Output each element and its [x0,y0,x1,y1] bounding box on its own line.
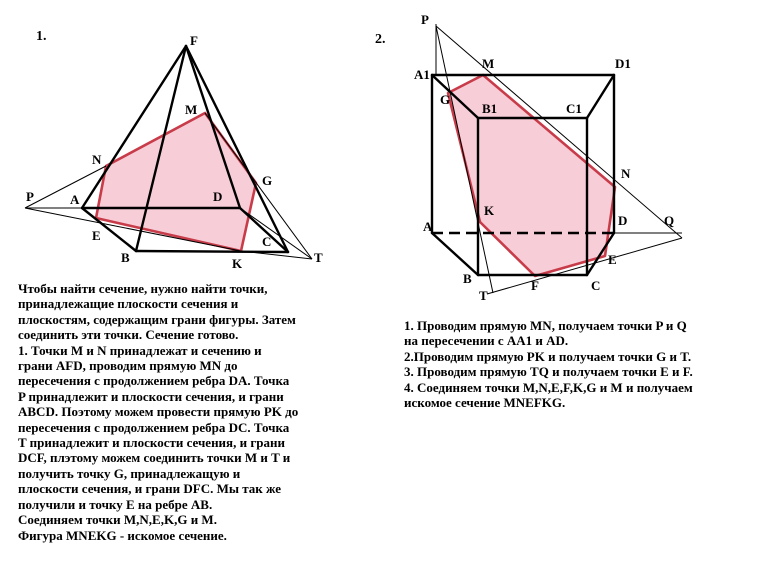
text-line: 1. Точки М и N принадлежат и сечению и [18,342,262,358]
label-K: K [232,256,243,271]
text-line: искомое сечение MNEFKG. [404,395,566,411]
label-D2: D [618,213,628,228]
label-M2: M [482,56,495,71]
label-Q2: Q [664,213,675,228]
label-F2: F [531,278,539,293]
text-line: плоскости сечения, и грани DFC. Мы так же [18,481,282,497]
text-line: ABCD. Поэтому можем провести прямую PK до [18,404,299,420]
figure-1-number: 1. [36,29,47,44]
label-F: F [190,33,198,48]
label-A2: A [423,219,433,234]
text-line: получить точку G, принадлежащую и [18,465,241,481]
label-M: M [185,102,198,117]
label-P2: P [421,12,429,27]
text-line: 2.Проводим прямую PK и получаем точки G и T. [404,348,692,364]
text-line: пересечения с продолжением ребра DA. Точка [18,373,290,389]
text-line: DCF, плэтому можем соединить точки M и T и [18,450,291,466]
text-line: пересечения с продолжением ребра DC. Точка [18,419,290,435]
label-D: D [213,189,223,204]
text-line: принадлежащие плоскости сечения и [18,296,239,312]
label-B1: B1 [482,101,498,116]
label-C: C [262,234,272,249]
label-C2: C [591,278,601,293]
text-line: 1. Проводим прямую MN, получаем точки P и Q [404,318,687,333]
label-N2: N [621,166,631,181]
label-D1: D1 [615,56,631,71]
text-line: соединить эти точки. Сечение готово. [18,327,239,343]
text-line: получили и точку E на ребре AB. [18,496,213,512]
text-line: 3. Проводим прямую TQ и получаем точки E и F. [404,364,693,380]
label-E: E [92,228,101,243]
label-B2: B [463,271,472,286]
label-A: A [70,192,80,207]
text-line: Фигура MNEKG - искомое сечение. [18,527,227,543]
text-line: на пересечении с AA1 и AD. [404,333,569,349]
label-N: N [92,152,102,167]
label-T2: T [479,288,488,303]
figure-2-explanation [404,318,760,410]
figure-2-section-polygon [448,75,615,276]
label-C1: C1 [566,101,582,116]
label-A1: A1 [414,67,430,82]
label-E2: E [608,252,617,267]
text-line: 4. Соединяем точки M,N,E,F,K,G и M и получаем [404,379,693,395]
text-line: P принадлежит и плоскости сечения, и грани [18,388,284,404]
label-K2: K [484,203,495,218]
label-G: G [262,173,273,188]
figure-1-pyramid [25,29,323,271]
label-P: P [26,189,34,204]
text-line: Соединяем точки M,N,E,K,G и M. [18,512,217,528]
text-line: Чтобы найти сечение, нужно найти точки, [18,281,268,296]
text-line: грани AFD, проводим прямую MN до [18,358,238,374]
figure-2-prism [375,12,682,303]
figure-2-number: 2. [375,32,386,47]
label-B: B [121,250,130,265]
label-G2: G [440,92,451,107]
label-T: T [314,250,323,265]
figure-1-explanation [18,281,358,543]
text-line: плоскостям, содержащим грани фигуры. Затем [18,311,296,327]
text-line: T принадлежит и плоскости сечения, и грани [18,435,285,451]
